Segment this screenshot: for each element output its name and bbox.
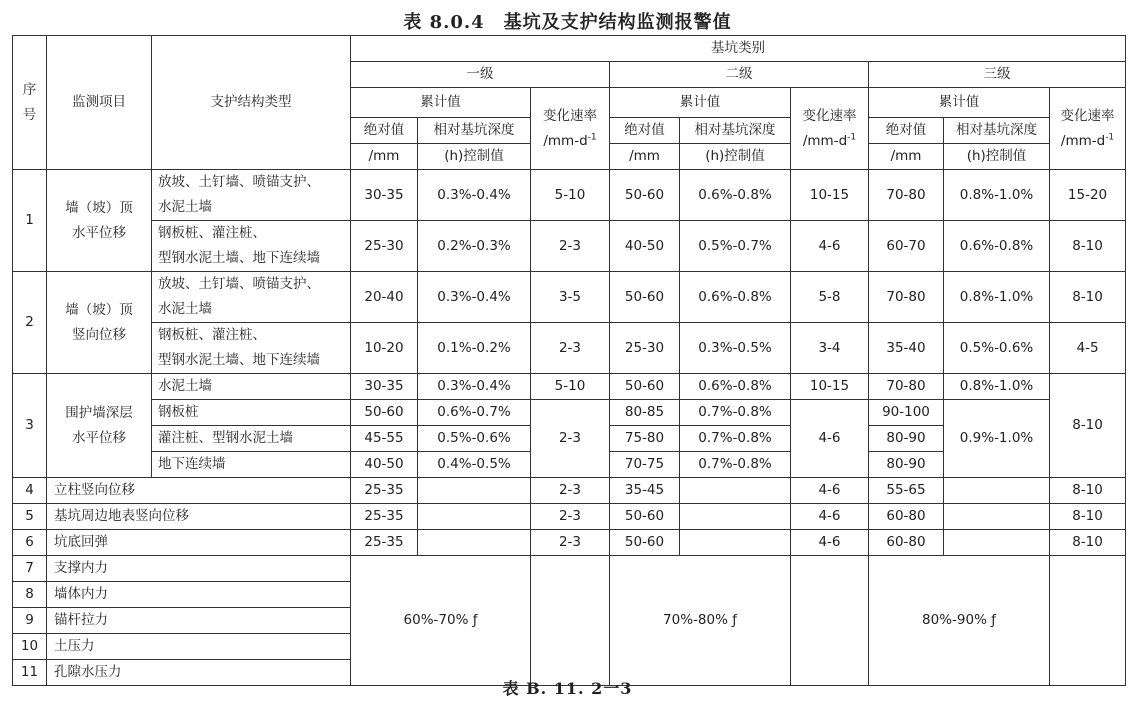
rel-header: 相对基坑深度 [944, 118, 1050, 144]
level-1-header: 一级 [351, 62, 610, 88]
value-cell: 0.1%-0.2% [418, 323, 531, 374]
value-cell: 5-8 [791, 272, 869, 323]
value-cell: 8-10 [1050, 504, 1126, 530]
value-cell: 35-45 [610, 478, 680, 504]
value-cell: 60-70 [869, 221, 944, 272]
monitor-item: 立柱竖向位移 [47, 478, 351, 504]
empty-cell [680, 478, 791, 504]
value-cell: 0.3%-0.4% [418, 374, 531, 400]
value-cell: 70-80 [869, 170, 944, 221]
value-cell: 0.6%-0.8% [680, 170, 791, 221]
value-cell: 80-90 [869, 426, 944, 452]
table-row [13, 400, 1126, 426]
value-cell: 60-80 [869, 530, 944, 556]
empty-cell [418, 504, 531, 530]
monitor-item: 墙（坡）顶 水平位移 [47, 170, 152, 272]
empty-cell [531, 556, 610, 686]
value-cell: 25-30 [610, 323, 680, 374]
value-cell: 0.3%-0.4% [418, 272, 531, 323]
monitor-item: 坑底回弹 [47, 530, 351, 556]
value-cell: 55-65 [869, 478, 944, 504]
monitor-item: 墙（坡）顶 竖向位移 [47, 272, 152, 374]
value-cell: 2-3 [531, 530, 610, 556]
value-cell: 0.6%-0.7% [418, 400, 531, 426]
value-cell: 0.5%-0.6% [418, 426, 531, 452]
table-row [13, 170, 1126, 221]
value-cell: 15-20 [1050, 170, 1126, 221]
value-cell: 2-3 [531, 478, 610, 504]
seq-header: 序 号 [13, 36, 47, 170]
table-row [13, 530, 1126, 556]
value-cell: 8-10 [1050, 272, 1126, 323]
row-number: 2 [13, 272, 47, 374]
support-type: 灌注桩、型钢水泥土墙 [152, 426, 351, 452]
rate-header: 变化速率 $/mm-d^{-1}$ [791, 88, 869, 170]
force-limit-level-2: 70%-80% ƒ [610, 556, 791, 686]
value-cell: 5-10 [531, 170, 610, 221]
value-cell: 80-85 [610, 400, 680, 426]
rel-header: 相对基坑深度 [680, 118, 791, 144]
alarm-value-table [12, 35, 1126, 686]
value-cell: 3-5 [531, 272, 610, 323]
table-title: 表 8.0.4 基坑及支护结构监测报警值 [403, 12, 732, 33]
value-cell: 60-80 [869, 504, 944, 530]
value-cell: 40-50 [610, 221, 680, 272]
value-cell: 8-10 [1050, 478, 1126, 504]
support-type: 放坡、土钉墙、喷锚支护、 水泥土墙 [152, 272, 351, 323]
rel-header: 相对基坑深度 [418, 118, 531, 144]
level-3-header: 三级 [869, 62, 1126, 88]
value-cell: 5-10 [531, 374, 610, 400]
value-cell: 0.9%-1.0% [944, 400, 1050, 478]
value-cell: 8-10 [1050, 530, 1126, 556]
rate-header: 变化速率 $/mm-d^{-1}$ [1050, 88, 1126, 170]
level-2-header: 二级 [610, 62, 869, 88]
table-row [13, 272, 1126, 323]
monitor-item: 锚杆拉力 [47, 608, 351, 634]
row-number: 3 [13, 374, 47, 478]
value-cell: 0.3%-0.4% [418, 170, 531, 221]
empty-cell [791, 556, 869, 686]
value-cell: 70-80 [869, 272, 944, 323]
empty-cell [418, 478, 531, 504]
value-cell: 20-40 [351, 272, 418, 323]
row-number: 10 [13, 634, 47, 660]
value-cell: 50-60 [610, 170, 680, 221]
value-cell: 30-35 [351, 170, 418, 221]
value-cell: 80-90 [869, 452, 944, 478]
value-cell: 0.3%-0.5% [680, 323, 791, 374]
abs-header: 绝对值 [610, 118, 680, 144]
empty-cell [680, 530, 791, 556]
value-cell: 8-10 [1050, 221, 1126, 272]
force-limit-level-1: 60%-70% ƒ [351, 556, 531, 686]
empty-cell [680, 504, 791, 530]
empty-cell [944, 478, 1050, 504]
rate-header: 变化速率 $/mm-d^{-1}$ [531, 88, 610, 170]
row-number: 9 [13, 608, 47, 634]
value-cell: 40-50 [351, 452, 418, 478]
value-cell: 25-35 [351, 504, 418, 530]
value-cell: 50-60 [610, 530, 680, 556]
abs-unit: /mm [610, 144, 680, 170]
item-header: 监测项目 [47, 36, 152, 170]
value-cell: 2-3 [531, 400, 610, 478]
table-row [13, 374, 1126, 400]
value-cell: 2-3 [531, 504, 610, 530]
value-cell: 35-40 [869, 323, 944, 374]
value-cell: 3-4 [791, 323, 869, 374]
value-cell: 0.2%-0.3% [418, 221, 531, 272]
support-type-header: 支护结构类型 [152, 36, 351, 170]
table-footer-label: 表 B. 11. 2一3 [502, 679, 633, 698]
row-number: 8 [13, 582, 47, 608]
table-row [13, 221, 1126, 272]
value-cell: 4-6 [791, 400, 869, 478]
cumulative-header: 累计值 [351, 88, 531, 118]
value-cell: 0.4%-0.5% [418, 452, 531, 478]
value-cell: 4-6 [791, 221, 869, 272]
value-cell: 4-6 [791, 504, 869, 530]
value-cell: 30-35 [351, 374, 418, 400]
force-limit-level-3: 80%-90% ƒ [869, 556, 1050, 686]
empty-cell [944, 504, 1050, 530]
value-cell: 50-60 [351, 400, 418, 426]
support-type: 水泥土墙 [152, 374, 351, 400]
monitor-item: 土压力 [47, 634, 351, 660]
cumulative-header: 累计值 [869, 88, 1050, 118]
value-cell: 0.5%-0.7% [680, 221, 791, 272]
value-cell: 0.6%-0.8% [944, 221, 1050, 272]
empty-cell [1050, 556, 1126, 686]
value-cell: 0.7%-0.8% [680, 452, 791, 478]
support-type: 放坡、土钉墙、喷锚支护、 水泥土墙 [152, 170, 351, 221]
value-cell: 45-55 [351, 426, 418, 452]
value-cell: 0.8%-1.0% [944, 272, 1050, 323]
value-cell: 50-60 [610, 272, 680, 323]
value-cell: 90-100 [869, 400, 944, 426]
support-type: 地下连续墙 [152, 452, 351, 478]
row-number: 4 [13, 478, 47, 504]
value-cell: 4-6 [791, 530, 869, 556]
value-cell: 0.6%-0.8% [680, 272, 791, 323]
value-cell: 70-80 [869, 374, 944, 400]
table-row [13, 504, 1126, 530]
abs-unit: /mm [351, 144, 418, 170]
value-cell: 25-30 [351, 221, 418, 272]
abs-header: 绝对值 [351, 118, 418, 144]
value-cell: 2-3 [531, 221, 610, 272]
cumulative-header: 累计值 [610, 88, 791, 118]
rel-unit: (h)控制值 [944, 144, 1050, 170]
monitor-item: 墙体内力 [47, 582, 351, 608]
empty-cell [418, 530, 531, 556]
value-cell: 0.7%-0.8% [680, 426, 791, 452]
abs-header: 绝对值 [869, 118, 944, 144]
value-cell: 50-60 [610, 374, 680, 400]
value-cell: 0.5%-0.6% [944, 323, 1050, 374]
abs-unit: /mm [869, 144, 944, 170]
value-cell: 4-6 [791, 478, 869, 504]
value-cell: 2-3 [531, 323, 610, 374]
monitor-item: 支撑内力 [47, 556, 351, 582]
value-cell: 25-35 [351, 530, 418, 556]
value-cell: 75-80 [610, 426, 680, 452]
value-cell: 10-20 [351, 323, 418, 374]
value-cell: 10-15 [791, 170, 869, 221]
empty-cell [944, 530, 1050, 556]
table-row [13, 478, 1126, 504]
value-cell: 4-5 [1050, 323, 1126, 374]
row-number: 11 [13, 660, 47, 686]
support-type: 钢板桩 [152, 400, 351, 426]
value-cell: 0.8%-1.0% [944, 374, 1050, 400]
value-cell: 8-10 [1050, 374, 1126, 478]
value-cell: 70-75 [610, 452, 680, 478]
monitor-item: 基坑周边地表竖向位移 [47, 504, 351, 530]
rel-unit: (h)控制值 [680, 144, 791, 170]
row-number: 1 [13, 170, 47, 272]
value-cell: 50-60 [610, 504, 680, 530]
value-cell: 0.6%-0.8% [680, 374, 791, 400]
support-type: 钢板桩、灌注桩、 型钢水泥土墙、地下连续墙 [152, 221, 351, 272]
table-row [13, 323, 1126, 374]
table-row [13, 556, 1126, 582]
monitor-item: 孔隙水压力 [47, 660, 351, 686]
value-cell: 25-35 [351, 478, 418, 504]
row-number: 6 [13, 530, 47, 556]
rel-unit: (h)控制值 [418, 144, 531, 170]
row-number: 5 [13, 504, 47, 530]
monitor-item: 围护墙深层 水平位移 [47, 374, 152, 478]
value-cell: 0.7%-0.8% [680, 400, 791, 426]
category-header: 基坑类别 [351, 36, 1126, 62]
value-cell: 0.8%-1.0% [944, 170, 1050, 221]
support-type: 钢板桩、灌注桩、 型钢水泥土墙、地下连续墙 [152, 323, 351, 374]
value-cell: 10-15 [791, 374, 869, 400]
row-number: 7 [13, 556, 47, 582]
